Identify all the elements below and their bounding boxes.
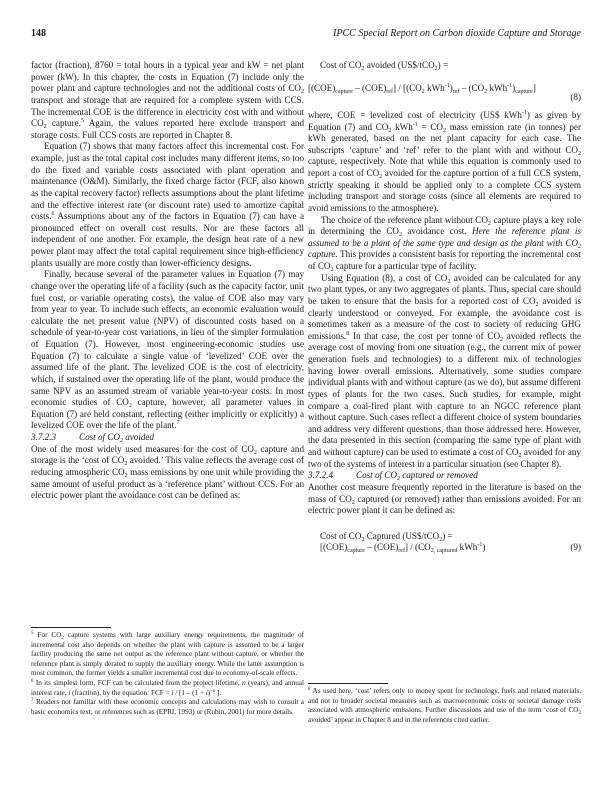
footnote-6: $^6$ In its simplest form, FCF can be calculated from the project lifetime, n (years), and annual interest rate, i (fraction), by the equation: FCF = $i / [1 - (1 + i)^{-n}$ ]. — [31, 678, 304, 697]
right-column — [308, 60, 581, 554]
footnote-divider — [308, 683, 388, 684]
page-number: 148 — [31, 28, 46, 39]
page-header — [31, 28, 581, 42]
footnote-5: $^5$ For $CO_2$ capture systems with large auxiliary energy requirements, the magnitude of incremental cost also depends on whether the plant with capture is assumed to be a larger facility producing the same net output as the reference plant without capture, or whether the reference plant is simply derated to supply the auxiliary energy. While the latter assumption is most common, the former yields a smaller incremental cost due to economy-of-scale effects. — [31, 631, 304, 678]
paragraph: One of the most widely used measures for the cost of $CO_2$ capture and storage is the ‘cost of $CO_2$ avoided.’ This value reflects the average cost of reducing atmospheric $CO_2$ mass emissions by one unit while providing the same amount of useful product as a ‘reference plant’ without CCS. For an electric power plant the avoidance cost can be defined as: — [31, 443, 305, 501]
paragraph: Using Equation (8), a cost of $CO_2$ avoided can be calculated for any two plant types, or any two aggregates of plants. Thus, special care should be taken to ensure that the basis for a reported cost of $CO_2$ avoided is clearly understood or conveyed. For example, the avoidance cost is sometimes taken as a measure of the cost to society of reducing GHG emissions.$^8$ In that case, the cost per tonne of $CO_2$ avoided reflects the average cost of moving from one situation (e.g., the current mix of power generation fuels and technologies) to a different mix of technologies having lower overall emissions. Alternatively, some studies compare individual plants with and without capture (as we do), but assume different types of plants for the two cases. Such studies, for example, might compare a coal-fired plant with capture to an NGCC reference plant without capture. Such cases reflect a different choice of system boundaries and address very different questions, than those addressed here. However, the data presented in this section (comparing the same type of plant with and without capture) can be used to estimate a cost of $CO_2$ avoided for any two of the systems of interest in a particular situation (see Chapter 8). — [308, 272, 582, 469]
section-heading-3723: 3.7.2.3 Cost of $CO_2$ avoided — [31, 432, 154, 444]
equation-8-rhs: $[(COE)_{capture} - (COE)_{ref}] / [(CO_2$ $kWh^{-1})_{ref} - (CO_2$ $kWh^{-1})_{capture}$] — [308, 82, 536, 95]
section-heading-3724: 3.7.2.4 Cost of $CO_2$ captured or removed — [308, 470, 478, 483]
paragraph: where, COE = levelized cost of electricity (US$ kWh$^{-1}$) as given by Equation (7) and $CO_2$ $kWh^{-1} = CO_2$ mass emission rate (in tonnes) per kWh generated, based on the net plant capacity for each case. The subscripts ‘capture’ and ‘ref’ refer to the plant with and without $CO_2$ capture, respectively. Note that while this equation is commonly used to report a cost of $CO_2$ avoided for the capture portion of a full CCS system, strictly speaking it should be applied only to a complete CCS system including transport and storage costs (since all elements are required to avoid emissions to the atmosphere). — [308, 109, 581, 213]
footnotes-right — [308, 687, 581, 725]
equation-8 — [308, 60, 581, 104]
footnote-ref[interactable]: 8 — [346, 330, 350, 337]
footnote-7: $^7$ Readers not familiar with these economic concepts and calculations may wish to consult a basic economics text, or references such as (EPRI, 1993) or (Rubin, 2001) for more details. — [31, 698, 304, 716]
footnote-8: $^8$ As used here, ‘cost’ refers only to money spent for technology, fuels and related materials, and not to broader societal measures such as macroeconomic costs or societal damage costs associated with atmospheric emissions. Further discussions and use of the term ‘cost of $CO_2$ avoided’ appear in Chapter 8 and in the references cited earlier. — [308, 687, 581, 724]
equation-8-lhs: Cost of $CO_2$ avoided (US$/tCO$_2$) = — [320, 60, 449, 72]
footnotes-left — [31, 631, 304, 717]
footnote-ref[interactable]: 6 — [51, 211, 55, 218]
equation-9-rhs: $[(COE)_{capture} - (COE)_{ref}] / (CO_{2, captured}$ kWh$^{-1}$) (9) — [320, 542, 581, 555]
equation-number: (8) — [570, 92, 581, 103]
running-title: IPCC Special Report on Carbon dioxide Capture and Storage — [333, 28, 581, 39]
left-column — [31, 60, 304, 502]
paragraph: Equation (7) shows that many factors affect this incremental cost. For example, just as the total capital cost includes many different items, so too do the fixed and variable costs associated with plant operation and maintenance (O&M). Similarly, the fixed charge factor (FCF, also known as the capital recovery factor) reflects assumptions about the plant lifetime and the effective interest rate (or discount rate) used to amortize capital costs.$^6$ Assumptions about any of the factors in Equation (7) can have a pronounced effect on overall cost results. Nor are these factors all independent of one another. For example, the design heat rate of a new power plant may affect the total capital requirement since high-efficiency plants usually are more costly than lower-efficiency designs. — [31, 141, 304, 268]
paragraph: The choice of the reference plant without $CO_2$ capture plays a key role in determining the $CO_2$ avoidance cost. Here the reference plant is assumed to be a plant of the same type and design as the plant with $CO_2$ capture. This provides a consistent basis for reporting the incremental cost of $CO_2$ capture for a particular type of facility. — [308, 214, 581, 273]
footnote-ref[interactable]: 7 — [176, 420, 180, 427]
footnote-ref[interactable]: 5 — [80, 118, 84, 125]
paragraph: Another cost measure frequently reported in the literature is based on the mass of $CO_2$ captured (or removed) rather than emissions avoided. For an electric power plant it can be defined as: — [308, 481, 581, 516]
paragraph: Finally, because several of the parameter values in Equation (7) may change over the operating life of a facility (such as the capacity factor, unit fuel cost, or variable operating costs), the value of COE also may vary from year to year. To include such effects, an economic evaluation would calculate the net present value (NPV) of discounted costs based on a schedule of year-to-year cost variations, in lieu of the simpler formulation of Equation (7). However, most engineering-economic studies use Equation (7) to calculate a single value of ‘levelized’ COE over the assumed life of the plant. The levelized COE is the cost of electricity, which, if sustained over the operating life of the plant, would produce the same NPV as an assumed stream of variable year-to-year costs. In most economic studies of $CO_2$ capture, however, all parameter values in Equation (7) are held constant, reflecting (either implicitly or explicitly) a levelized COE over the life of the plant.$^7$ — [31, 269, 305, 431]
equation-number: (9) — [570, 542, 581, 553]
paragraph: factor (fraction), 8760 = total hours in a typical year and kW = net plant power (kW). In this chapter, the costs in Equation (7) include only the power plant and capture technologies and not the additional costs of $CO_2$ transport and storage that are required for a complete system with CCS. The incremental COE is the difference in electricity cost with and without $CO_2$ capture.$^5$ Again, the values reported here exclude transport and storage costs. Full CCS costs are reported in Chapter 8. — [31, 60, 304, 140]
equation-9 — [308, 531, 581, 554]
equation-9-lhs: Cost of $CO_2$ Captured (US$/tCO$_2$) = — [320, 530, 453, 543]
footnote-divider — [31, 627, 111, 628]
